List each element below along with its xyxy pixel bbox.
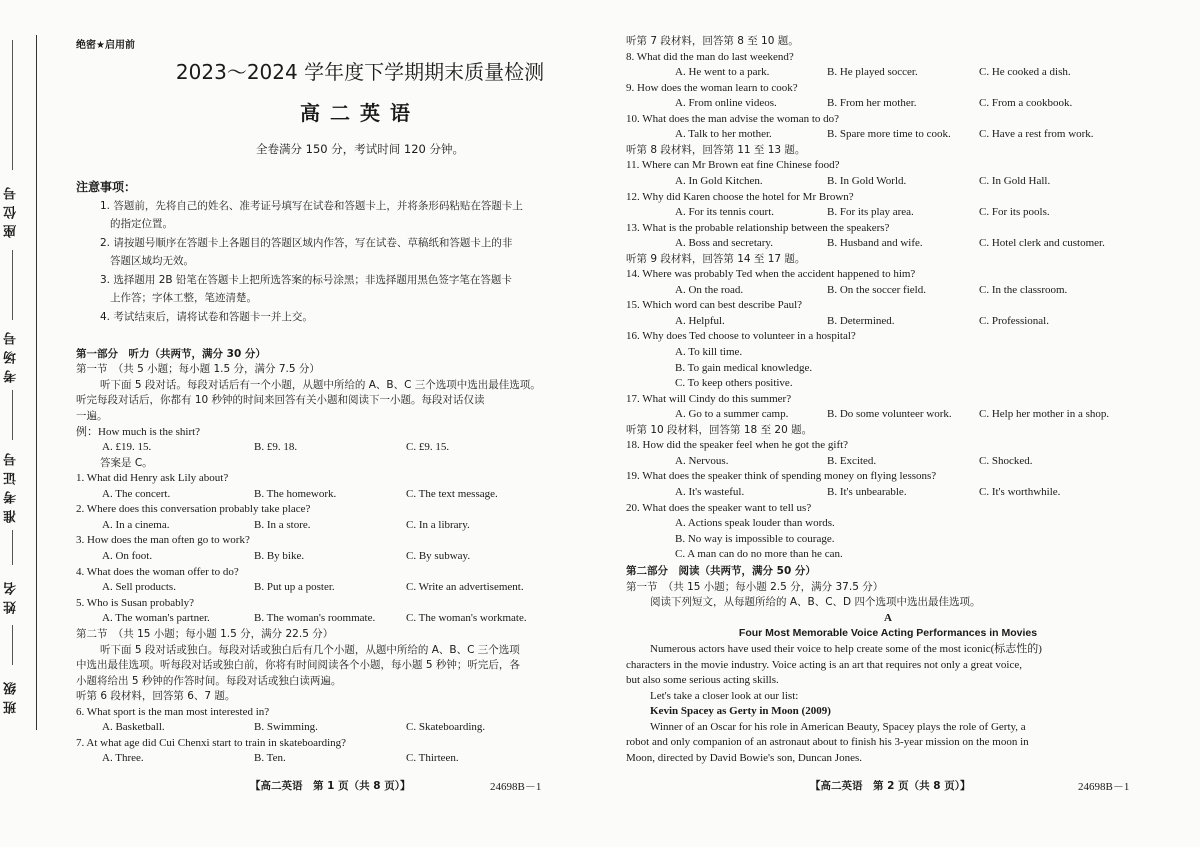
question: 17. What will Cindy do this summer? — [626, 392, 792, 405]
passage-line: Winner of an Oscar for his role in American Beauty, Spacey plays the role of Gerty, a — [650, 721, 1026, 733]
question: 2. Where does this conversation probably take place? — [76, 503, 311, 515]
option: B. Put up a poster. — [254, 581, 335, 593]
notice-line: 3. 选择题用 2B 铅笔在答题卡上把所选答案的标号涂黑；非选择题用黑色签字笔在答题卡 — [100, 274, 512, 286]
options — [102, 720, 585, 735]
question: 20. What does the speaker want to tell us? — [626, 501, 812, 514]
option: B. £9. 18. — [254, 441, 298, 453]
exam-room-label: 考场号 — [4, 326, 19, 384]
option: C. Shocked. — [979, 454, 1033, 467]
option: C. By subway. — [406, 550, 471, 562]
option: A. £19. 15. — [102, 441, 152, 453]
passage-line: robot and only companion of an astronaut about to finish his 3-year mission on the moon in — [626, 736, 1029, 748]
option: A. For its tennis court. — [675, 206, 774, 219]
option: C. In the classroom. — [979, 283, 1068, 296]
option: C. Help her mother in a shop. — [979, 408, 1110, 421]
option: A. It's wasteful. — [675, 485, 745, 498]
passage-line: Moon, directed by David Bowie's son, Duncan Jones. — [626, 752, 863, 764]
option: A. Actions speak louder than words. — [675, 517, 835, 530]
question: 4. What does the woman offer to do? — [76, 566, 239, 578]
section1-heading: 第一节 （共 5 小题；每小题 1.5 分，满分 7.5 分） — [76, 363, 320, 375]
option: B. The homework. — [254, 488, 337, 500]
option: A. Helpful. — [675, 314, 725, 327]
option: B. No way is impossible to courage. — [675, 532, 835, 545]
option: C. The woman's workmate. — [406, 612, 527, 624]
admission-number-label: 准考证号 — [4, 447, 19, 523]
option: A. Nervous. — [675, 454, 729, 467]
option: B. Excited. — [827, 454, 877, 467]
question: 12. Why did Karen choose the hotel for Mr Brown? — [626, 190, 854, 203]
question: 1. What did Henry ask Lily about? — [76, 472, 229, 484]
options — [675, 236, 1150, 251]
passage-letter: A — [884, 612, 892, 624]
option: A. Boss and secretary. — [675, 237, 773, 250]
option: C. Have a rest from work. — [979, 128, 1094, 141]
question: 13. What is the probable relationship between the speakers? — [626, 221, 890, 234]
passage-line: characters in the movie industry. Voice acting is an art that requires not only a great voice, — [626, 659, 1022, 671]
option: C. A man can do no more than he can. — [675, 548, 843, 561]
option: C. The text message. — [406, 488, 498, 500]
fill-line — [12, 390, 13, 440]
options — [675, 454, 1150, 469]
option: C. Write an advertisement. — [406, 581, 524, 593]
option: C. It's worthwhile. — [979, 485, 1061, 498]
notice-line: 答题区域均无效。 — [110, 255, 194, 267]
passage-subheading: Kevin Spacey as Gerty in Moon (2009) — [650, 705, 831, 717]
option: B. Determined. — [827, 314, 895, 327]
subject-title: 高二英语 — [300, 101, 420, 125]
passage-line: Let's take a closer look at our list: — [650, 690, 799, 702]
option: C. Thirteen. — [406, 752, 459, 764]
option: A. Basketball. — [102, 721, 165, 733]
question: 10. What does the man advise the woman to do? — [626, 112, 840, 125]
section2-instruction: 听下面 5 段对话或独白。每段对话或独白后有几个小题，从题中所给的 A、B、C 三个选项 — [100, 644, 520, 656]
options — [675, 127, 1150, 142]
options — [102, 549, 585, 564]
options — [102, 611, 585, 626]
options — [675, 407, 1150, 422]
question: 8. What did the man do last weekend? — [626, 50, 794, 63]
question: 11. Where can Mr Brown eat fine Chinese food? — [626, 159, 840, 172]
option: C. For its pools. — [979, 206, 1050, 219]
section2-heading: 第二节 （共 15 小题；每小题 1.5 分，满分 22.5 分） — [76, 628, 334, 640]
option: C. Skateboarding. — [406, 721, 486, 733]
section2-instruction: 中选出最佳选项。听每段对话或独白前，你将有时间阅读各个小题，每小题 5 秒钟；听完后，各 — [76, 659, 520, 671]
part1-heading: 第一部分 听力（共两节，满分 30 分） — [76, 348, 266, 360]
options — [102, 518, 585, 533]
option: A. Three. — [102, 752, 144, 764]
name-label: 姓名 — [4, 576, 19, 614]
options — [102, 751, 585, 766]
notice-line: 4. 考试结束后，请将试卷和答题卡一并上交。 — [100, 311, 313, 323]
option: A. To kill time. — [675, 346, 743, 358]
fill-line — [12, 250, 13, 320]
binding-margin — [0, 0, 70, 847]
options — [675, 314, 1150, 329]
paper-code: 24698B－1 — [490, 781, 542, 793]
option: B. Ten. — [254, 752, 286, 764]
option: B. In Gold World. — [827, 174, 907, 187]
options — [675, 485, 1150, 500]
listening-material-heading: 听第 6 段材料，回答第 6、7 题。 — [76, 690, 236, 702]
option: B. From her mother. — [827, 97, 917, 110]
passage-line: but also some serious acting skills. — [626, 674, 779, 686]
example-answer: 答案是 C。 — [100, 457, 153, 469]
question: 14. Where was probably Ted when the accident happened to him? — [626, 268, 916, 281]
option: C. To keep others positive. — [675, 377, 793, 390]
binding-line — [36, 35, 37, 730]
option: B. By bike. — [254, 550, 305, 562]
reading-instruction: 阅读下列短文，从每题所给的 A、B、C、D 四个选项中选出最佳选项。 — [650, 596, 981, 608]
passage-title: Four Most Memorable Voice Acting Performances in Movies — [738, 627, 1038, 639]
section1-instruction: 听下面 5 段对话。每段对话后有一个小题，从题中所给的 A、B、C 三个选项中选出最佳选项。 — [100, 379, 541, 391]
section1-instruction: 听完每段对话后，你都有 10 秒钟的时间来回答有关小题和阅读下一小题。每段对话仅读 — [76, 394, 485, 406]
exam-title: 2023～2024 学年度下学期期末质量检测 — [175, 60, 545, 84]
notice-line: 1. 答题前，先将自己的姓名、准考证号填写在试卷和答题卡上，并将条形码粘贴在答题卡上 — [100, 200, 523, 212]
option: B. In a store. — [254, 519, 311, 531]
options — [102, 580, 585, 595]
option: A. On foot. — [102, 550, 153, 562]
option: A. On the road. — [675, 283, 744, 296]
question: 5. Who is Susan probably? — [76, 597, 195, 609]
part2-heading: 第二部分 阅读（共两节，满分 50 分） — [626, 565, 816, 577]
option: A. The woman's partner. — [102, 612, 210, 624]
page-2 — [620, 0, 1150, 847]
page-footer: 【高二英语 第 2 页（共 8 页）】 — [810, 780, 971, 792]
notice-line: 2. 请按题号顺序在答题卡上各题目的答题区域内作答，写在试卷、草稿纸和答题卡上的非 — [100, 237, 513, 249]
example-question: 例：How much is the shirt? — [76, 426, 201, 438]
question: 6. What sport is the man most interested in? — [76, 706, 270, 718]
notice-line: 的指定位置。 — [110, 218, 173, 230]
question: 18. How did the speaker feel when he got the gift? — [626, 439, 849, 452]
options — [675, 65, 1150, 80]
options — [675, 283, 1150, 298]
option: B. To gain medical knowledge. — [675, 361, 813, 374]
options — [675, 205, 1150, 220]
notice-line: 上作答；字体工整，笔迹清楚。 — [110, 292, 257, 304]
option: B. The woman's roommate. — [254, 612, 376, 624]
page-footer: 【高二英语 第 1 页（共 8 页）】 — [250, 780, 411, 792]
fill-line — [12, 625, 13, 665]
score-info: 全卷满分 150 分，考试时间 120 分钟。 — [255, 142, 465, 156]
option: C. In a library. — [406, 519, 470, 531]
option: C. He cooked a dish. — [979, 66, 1071, 79]
option: A. Talk to her mother. — [675, 128, 772, 141]
options — [675, 174, 1150, 189]
page-1 — [70, 0, 585, 847]
option: A. Go to a summer camp. — [675, 408, 789, 421]
option: A. From online videos. — [675, 97, 777, 110]
option: B. Swimming. — [254, 721, 318, 733]
notice-title: 注意事项： — [76, 180, 137, 194]
option: C. Hotel clerk and customer. — [979, 237, 1105, 250]
listening-material-heading: 听第 10 段材料，回答第 18 至 20 题。 — [626, 423, 813, 436]
listening-material-heading: 听第 7 段材料，回答第 8 至 10 题。 — [626, 35, 799, 47]
fill-line — [12, 530, 13, 565]
option: A. He went to a park. — [675, 66, 770, 79]
option: B. Do some volunteer work. — [827, 408, 952, 421]
question: 7. At what age did Cui Chenxi start to train in skateboarding? — [76, 737, 347, 749]
option: B. He played soccer. — [827, 66, 918, 79]
reading-section1-heading: 第一节 （共 15 小题；每小题 2.5 分，满分 37.5 分） — [626, 581, 884, 593]
option: A. In Gold Kitchen. — [675, 174, 763, 187]
options — [675, 96, 1150, 111]
class-label: 班级 — [4, 676, 19, 714]
question: 3. How does the man often go to work? — [76, 534, 250, 546]
option: C. £9. 15. — [406, 441, 450, 453]
question: 19. What does the speaker think of spending money on flying lessons? — [626, 470, 937, 483]
confidential-mark: 绝密★启用前 — [76, 40, 135, 51]
option: A. In a cinema. — [102, 519, 170, 531]
option: A. The concert. — [102, 488, 171, 500]
section1-instruction: 一遍。 — [76, 410, 108, 422]
option: C. Professional. — [979, 314, 1049, 327]
option: B. For its play area. — [827, 206, 914, 219]
option: B. It's unbearable. — [827, 485, 907, 498]
question: 9. How does the woman learn to cook? — [626, 81, 798, 94]
option: B. On the soccer field. — [827, 283, 926, 296]
option: C. In Gold Hall. — [979, 174, 1051, 187]
listening-material-heading: 听第 9 段材料，回答第 14 至 17 题。 — [626, 252, 806, 265]
passage-line: Numerous actors have used their voice to help create some of the most iconic(标志性的) — [650, 643, 1042, 655]
example-options — [102, 440, 585, 455]
option: B. Husband and wife. — [827, 237, 923, 250]
listening-material-heading: 听第 8 段材料，回答第 11 至 13 题。 — [626, 143, 806, 156]
option: C. From a cookbook. — [979, 97, 1073, 110]
fill-line — [12, 40, 13, 170]
question: 16. Why does Ted choose to volunteer in a hospital? — [626, 330, 856, 343]
section2-instruction: 小题将给出 5 秒钟的作答时间。每段对话或独白读两遍。 — [76, 675, 342, 687]
question: 15. Which word can best describe Paul? — [626, 299, 803, 312]
paper-code: 24698B－1 — [1078, 781, 1130, 793]
option: A. Sell products. — [102, 581, 176, 593]
seat-number-label: 座位号 — [4, 181, 19, 239]
options — [102, 487, 585, 502]
option: B. Spare more time to cook. — [827, 128, 951, 141]
